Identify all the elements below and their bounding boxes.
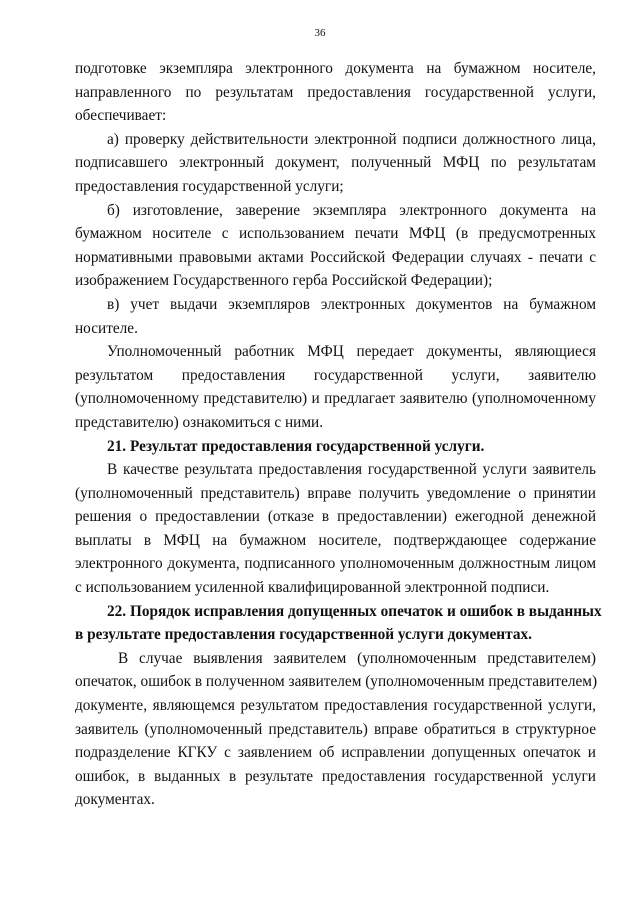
text-line: подписавшего электронный документ, полученный МФЦ по результатам xyxy=(75,154,596,172)
text-line: документах. xyxy=(75,791,155,809)
paragraph-item-a xyxy=(75,128,596,199)
page-number: 36 xyxy=(314,27,326,39)
paragraph-item-b xyxy=(75,199,596,293)
paragraph-continuation xyxy=(75,57,596,128)
text-line: бумажном носителе с использованием печати МФЦ (в предусмотренных xyxy=(75,225,596,243)
text-line: с использованием усиленной квалифицированной электронной подписи. xyxy=(75,579,550,597)
text-line: В качестве результата предоставления государственной услуги заявитель xyxy=(107,461,596,479)
text-line: подготовке экземпляра электронного документа на бумажном носителе, xyxy=(75,60,596,77)
text-line: документе, являющемся результатом предоставления государственной услуги, xyxy=(75,697,596,715)
text-line: результатом предоставления государственной услуги, заявителю xyxy=(75,366,596,384)
text-line: подразделение КГКУ с заявлением об исправлении допущенных опечаток и xyxy=(75,744,596,762)
section-heading-21 xyxy=(75,435,596,459)
text-line: (уполномоченный представитель) вправе получить уведомление о принятии xyxy=(75,484,596,502)
text-line: ошибок, в выданных в результате предоставления государственной услуги xyxy=(75,767,596,785)
text-line: заявитель (уполномоченный представитель) вправе обратиться в структурное xyxy=(75,720,596,738)
text-line: решения о предоставлении (отказе в предоставлении) ежегодной денежной xyxy=(75,508,596,526)
text-line: в) учет выдачи экземпляров электронных документов на бумажном xyxy=(107,295,596,313)
heading-line: в результате предоставления государственной услуги документах. xyxy=(75,626,532,644)
heading-line: 21. Результат предоставления государственной услуги. xyxy=(107,437,485,455)
paragraph-item-c xyxy=(75,293,596,340)
text-line: опечаток, ошибок в полученном заявителем (уполномоченным представителем) xyxy=(75,673,598,691)
text-line: изображением Государственного герба Российской Федерации); xyxy=(75,272,493,290)
text-line: электронного документа, подписанного уполномоченным должностным лицом xyxy=(75,555,596,573)
text-line: выплаты в МФЦ на бумажном носителе, подтверждающее содержание xyxy=(75,531,596,549)
heading-line: 22. Порядок исправления допущенных опечаток и ошибок в выданных xyxy=(107,602,602,620)
text-line: обеспечивает: xyxy=(75,107,167,125)
text-line: направленного по результатам предоставления государственной услуги, xyxy=(75,83,596,101)
text-line: представителю) ознакомиться с ними. xyxy=(75,413,324,431)
text-line: (уполномоченному представителю) и предлагает заявителю (уполномоченному xyxy=(75,390,596,408)
text-line: Уполномоченный работник МФЦ передает документы, являющиеся xyxy=(107,343,596,361)
paragraph-result xyxy=(75,458,596,600)
text-line: а) проверку действительности электронной подписи должностного лица, xyxy=(107,130,596,148)
text-line: нормативными правовыми актами Российской Федерации случаях - печати с xyxy=(75,248,596,266)
text-line: носителе. xyxy=(75,319,138,337)
text-line: предоставления государственной услуги; xyxy=(75,177,344,195)
paragraph-mfc-worker xyxy=(75,340,596,434)
section-heading-22 xyxy=(75,600,602,647)
text-line: В случае выявления заявителем (уполномоченным представителем) xyxy=(118,649,596,667)
text-line: б) изготовление, заверение экземпляра электронного документа на xyxy=(107,201,596,219)
paragraph-corrections xyxy=(75,647,596,812)
document-body xyxy=(75,57,602,812)
